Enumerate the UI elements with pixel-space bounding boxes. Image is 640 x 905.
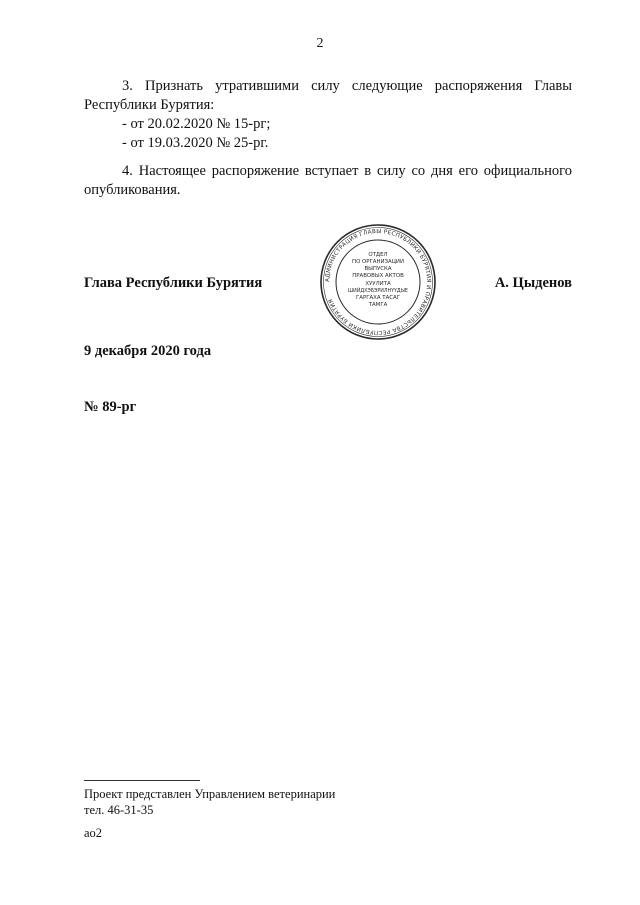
seal-line: ШИЙДХЭБЭРИЛНҮҮДЫЕ xyxy=(348,289,408,294)
order-item: - от 19.03.2020 № 25-рг. xyxy=(122,135,269,151)
page-number: 2 xyxy=(316,36,324,51)
document-number: № 89-рг xyxy=(84,399,137,415)
official-seal-stamp xyxy=(318,222,438,342)
seal-line: ВЫПУСКА xyxy=(364,266,392,272)
signatory-name: А. Цыденов xyxy=(494,275,572,291)
document-date: 9 декабря 2020 года xyxy=(84,343,212,359)
seal-line: ПО ОРГАНИЗАЦИИ xyxy=(352,259,404,265)
item-3-text: 3. Признать утратившими силу следующие распоряжения Главы Республики Бурятия: xyxy=(84,78,572,113)
seal-line: ПРАВОВЫХ АКТОВ xyxy=(352,273,404,279)
item-4-block xyxy=(84,162,572,200)
order-item: - от 20.02.2020 № 15-рг; xyxy=(122,116,271,132)
document-code: ао2 xyxy=(84,826,103,840)
footnote-divider xyxy=(84,780,200,781)
seal-line: ГАРГАХА ТАСАГ xyxy=(355,295,401,301)
seal-line: ХУУЛИТА xyxy=(365,281,391,287)
item-4-text: 4. Настоящее распоряжение вступает в силу со дня его официального опубликования. xyxy=(84,163,572,198)
seal-ring-text: АДМИНИСТРАЦИЯ ГЛАВЫ РЕСПУБЛИКИ БУРЯТИЯ И ПРАВИТЕЛЬСТВА РЕСПУБЛИКИ БУРЯТИЯ xyxy=(324,228,432,336)
item-3-block xyxy=(84,77,572,153)
contact-phone: тел. 46-31-35 xyxy=(84,803,154,817)
signatory-position: Глава Республики Бурятия xyxy=(84,275,263,291)
seal-line: ОТДЕЛ xyxy=(368,252,388,258)
prepared-by-note: Проект представлен Управлением ветеринарии xyxy=(84,787,336,801)
seal-line: ТАМГА xyxy=(368,302,388,308)
